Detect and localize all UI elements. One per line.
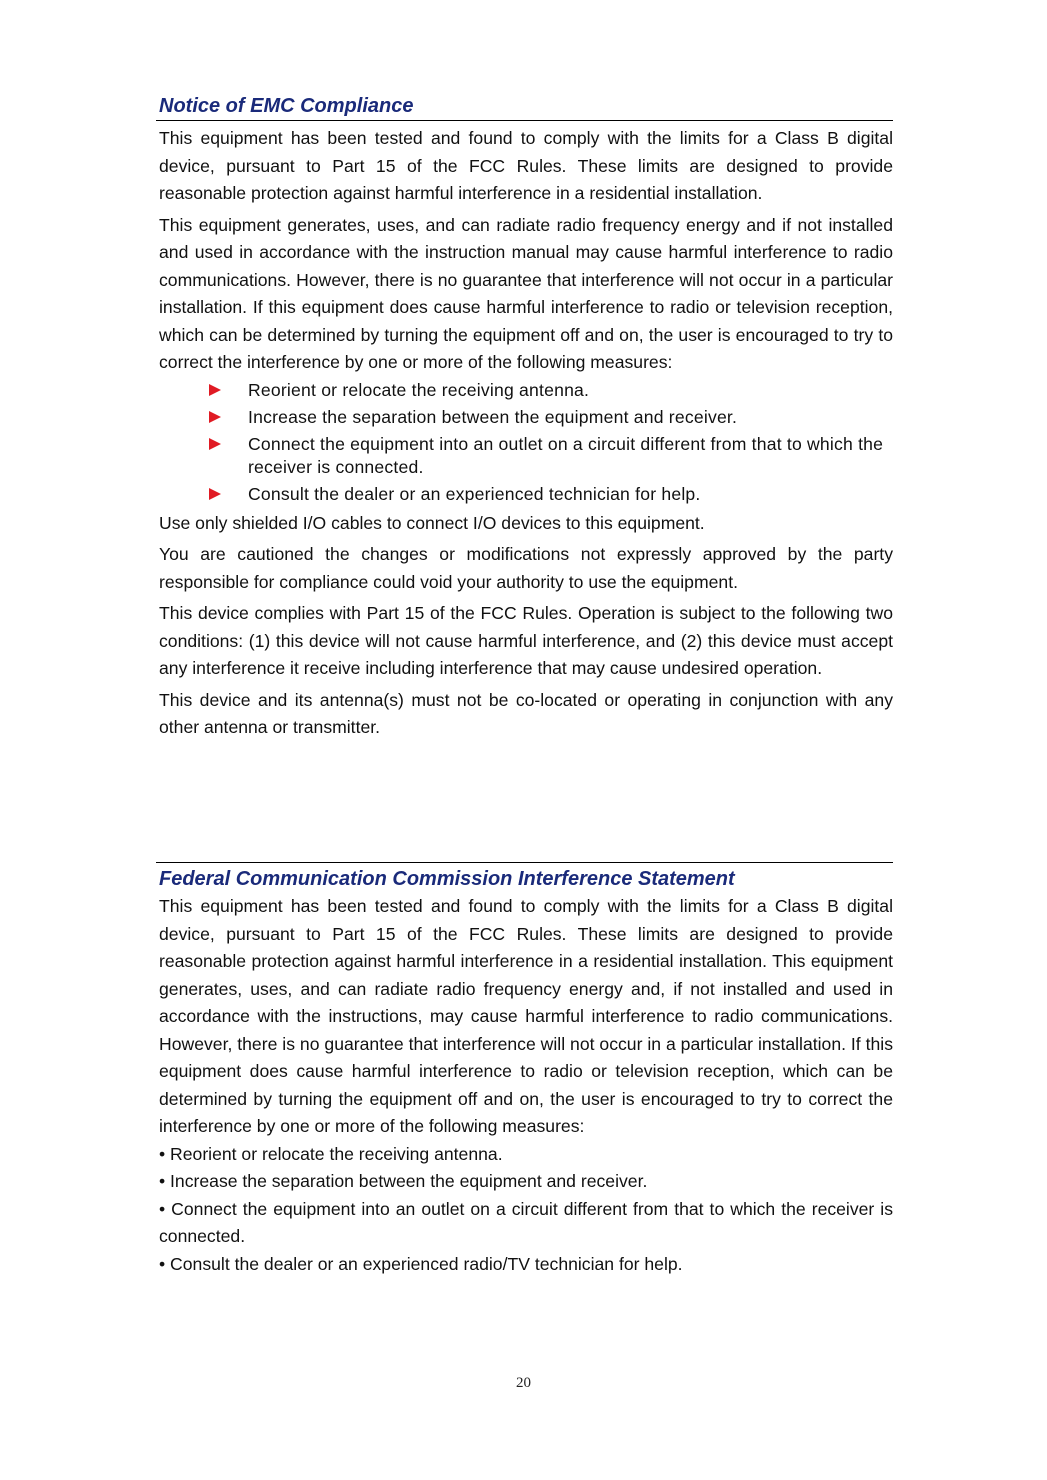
emc-heading: Notice of EMC Compliance xyxy=(156,92,893,121)
list-item-text: Connect the equipment into an outlet on a circuit different from that to which the receiver is connected. xyxy=(248,433,884,477)
list-item-text: Increase the separation between the equipment and receiver. xyxy=(248,406,738,427)
fcc-heading: Federal Communication Commission Interference Statement xyxy=(159,868,735,890)
page-number: 20 xyxy=(516,1375,531,1391)
list-item xyxy=(203,379,893,402)
list-item: • Reorient or relocate the receiving antenna. xyxy=(159,1143,503,1164)
fcc-statement-section xyxy=(156,862,893,1278)
list-item-text: Consult the dealer or an experienced technician for help. xyxy=(248,483,701,504)
emc-paragraph-6: This device and its antenna(s) must not be co-located or operating in conjunction with any other antenna or transmitter. xyxy=(159,689,893,737)
arrow-bullet-icon xyxy=(209,438,221,450)
fcc-measures-list xyxy=(156,1141,893,1279)
emc-paragraph-5: This device complies with Part 15 of the FCC Rules. Operation is subject to the following two conditions: (1) this device will not cause harmful interference, and (2) this device must accept any interference it receive including interference that may cause undesired operation. xyxy=(159,603,893,678)
list-item xyxy=(203,433,893,479)
arrow-bullet-icon xyxy=(209,384,221,396)
emc-paragraph-1: This equipment has been tested and found to comply with the limits for a Class B digital device, pursuant to Part 15 of the FCC Rules. These limits are designed to provide reasonable protection against harmful interference in a residential installation. xyxy=(159,128,893,203)
list-item: • Consult the dealer or an experienced radio/TV technician for help. xyxy=(159,1253,683,1274)
emc-compliance-section xyxy=(156,92,893,746)
list-item xyxy=(203,406,893,429)
list-item-text: Reorient or relocate the receiving antenna. xyxy=(248,379,590,400)
emc-paragraph-4: You are cautioned the changes or modifications not expressly approved by the party responsible for compliance could void your authority to use the equipment. xyxy=(159,544,893,592)
list-item xyxy=(203,483,893,506)
arrow-bullet-icon xyxy=(209,411,221,423)
arrow-bullet-icon xyxy=(209,488,221,500)
emc-paragraph-2: This equipment generates, uses, and can radiate radio frequency energy and if not installed and used in accordance with the instruction manual may cause harmful interference to radio communications. However, there is no guarantee that interference will not occur in a particular installation. If this equipment does cause harmful interference to radio or television reception, which can be determined by turning the equipment off and on, the user is encouraged to try to correct the interference by one or more of the following measures: xyxy=(159,214,893,372)
emc-measures-list xyxy=(156,379,893,506)
fcc-paragraph-1: This equipment has been tested and found to comply with the limits for a Class B digital device, pursuant to Part 15 of the FCC Rules. These limits are designed to provide reasonable protection against harmful interference in a residential installation. This equipment generates, uses, and can radiate radio frequency energy and, if not installed and used in accordance with the instructions, may cause harmful interference to radio communications. However, there is no guarantee that interference will not occur in a particular installation. If this equipment does cause harmful interference to radio or television reception, which can be determined by turning the equipment off and on, the user is encouraged to try to correct the interference by one or more of the following measures: xyxy=(159,896,893,1136)
list-item: • Increase the separation between the equipment and receiver. xyxy=(159,1171,648,1191)
emc-paragraph-3: Use only shielded I/O cables to connect I/O devices to this equipment. xyxy=(159,512,705,533)
list-item: • Connect the equipment into an outlet on a circuit different from that to which the receiver is connected. xyxy=(159,1198,893,1246)
